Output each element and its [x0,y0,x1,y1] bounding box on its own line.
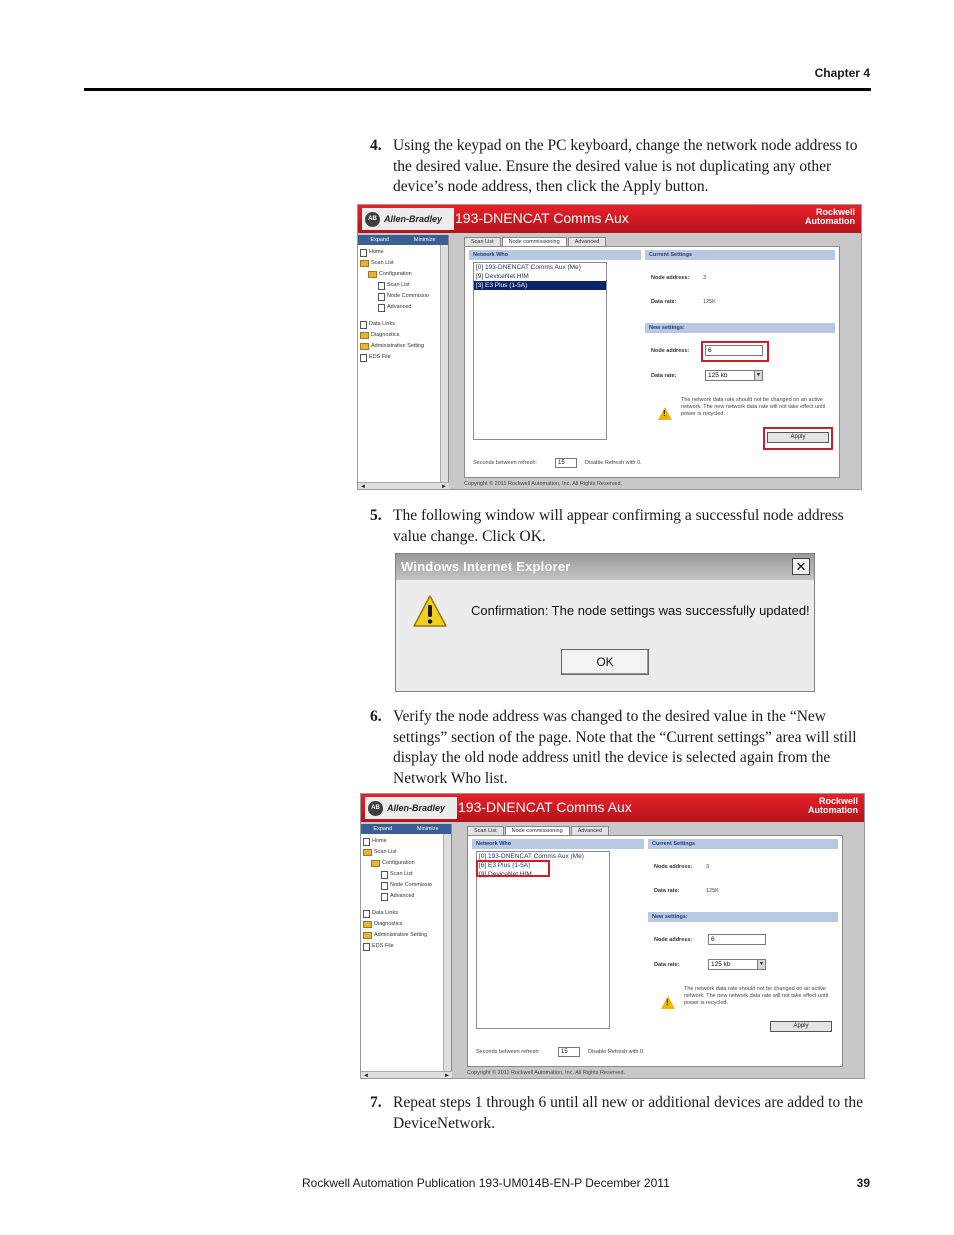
tree-item-diagnostics[interactable] [360,330,448,341]
new-node-address-label: Node address: [651,348,690,354]
tree-label: Scan List [390,871,413,877]
tab-advanced[interactable]: Advanced [568,237,606,246]
expand-link[interactable]: Expand [370,237,390,243]
node-commissioning-panel [467,835,843,1067]
logo-text: Allen-Bradley [384,214,443,224]
tree-label: Node Commissio [387,293,429,299]
folder-icon [368,271,377,278]
step-7 [370,1093,870,1134]
app-banner [358,205,861,233]
tree-item-eds-file[interactable] [363,941,451,952]
rockwell-logo [805,208,855,226]
data-rate-select[interactable] [708,959,766,970]
network-who-header: Network Who [472,839,644,849]
nav-pane [358,235,449,482]
tree-label: Advanced [390,893,415,899]
scroll-right-icon[interactable]: ► [441,484,447,490]
page-icon [378,304,385,312]
warning-icon-mark: ! [666,998,669,1007]
chapter-label: Chapter 4 [814,66,870,80]
brand-line-2: Automation [808,805,858,815]
ab-logo-icon: AB [365,212,380,227]
step-6 [370,707,870,789]
step-number: 5. [370,507,382,524]
allen-bradley-logo [362,208,454,230]
new-node-address-label: Node address: [654,937,693,943]
folder-icon [360,260,369,267]
screenshot-node-commissioning-before [357,204,862,490]
tree-label: Data Links [369,321,395,327]
network-who-list[interactable] [473,262,607,440]
minimize-link[interactable]: Minimize [416,826,439,832]
tree-item-scan-list[interactable] [363,847,451,858]
refresh-note: Disable Refresh with 0. [588,1049,645,1055]
warning-icon [412,594,448,628]
current-settings-header: Current Settings [645,250,835,260]
logo-text: Allen-Bradley [387,803,446,813]
refresh-seconds-input[interactable]: 15 [555,458,577,468]
page-icon [360,354,367,362]
tree-item-node-commissioning[interactable] [363,880,451,891]
ok-button[interactable]: OK [561,649,649,675]
page-icon [381,882,388,890]
list-item[interactable]: [6] E3 Plus (1-5A) [479,862,531,869]
tree-item-home[interactable] [363,836,451,847]
step-text: The following window will appear confirming a successful node address value change. Click OK. [393,507,844,545]
tree-item-data-links[interactable] [363,908,451,919]
updated-device-highlight [476,860,550,877]
page-icon [381,871,388,879]
nav-horizontal-scrollbar[interactable] [361,1071,452,1079]
step-4 [370,136,870,198]
expand-link[interactable]: Expand [373,826,393,832]
list-item[interactable]: [0] 193-DNENCAT Comms Aux (Me) [476,264,581,271]
tree-item-diagnostics[interactable] [363,919,451,930]
tree-item-home[interactable] [360,247,448,258]
tree-item-node-commissioning[interactable] [360,291,448,302]
chevron-down-icon[interactable]: ▼ [754,371,762,380]
page-icon [360,249,367,257]
tree-item-admin-settings[interactable] [363,930,451,941]
nav-pane-header [361,824,451,834]
step-number: 7. [370,1094,382,1111]
step-number: 6. [370,708,382,725]
folder-icon [360,343,369,350]
tree-item-advanced[interactable] [360,302,448,313]
refresh-seconds-input[interactable]: 15 [558,1047,580,1057]
nav-horizontal-scrollbar[interactable] [358,482,449,490]
data-rate-selected-value: 125 kb [711,961,731,968]
content-pane [461,824,861,1071]
nav-pane [361,824,452,1071]
page-number: 39 [856,1176,870,1190]
tree-item-advanced[interactable] [363,891,451,902]
brand-line-1: Rockwell [818,796,858,806]
tree-label: Home [369,249,384,255]
tree-label: Scan List [387,282,410,288]
page-icon [381,893,388,901]
tree-label: Node Commissio [390,882,432,888]
scroll-right-icon[interactable]: ► [444,1073,450,1079]
current-settings-header: Current Settings [648,839,838,849]
tree-label: Administrative Setting [371,343,425,349]
tree-item-cfg-scan-list[interactable] [360,280,448,291]
node-address-input[interactable]: 6 [708,934,766,945]
data-rate-selected-value: 125 kb [708,372,728,379]
tab-bar [467,826,610,835]
tree-label: Configuration [379,271,412,277]
allen-bradley-logo [365,797,457,819]
tree-item-eds-file[interactable] [360,352,448,363]
folder-icon [360,332,369,339]
tree-label: EDS File [369,354,391,360]
apply-button[interactable]: Apply [770,1021,832,1032]
list-item[interactable]: [9] DeviceNet HIM [479,871,532,878]
copyright-text: Copyright © 2011 Rockwell Automation, Inc. All Rights Reserved. [464,481,623,487]
folder-icon [363,849,372,856]
content-pane [458,235,858,482]
data-rate-select[interactable] [705,370,763,381]
nav-vertical-scrollbar[interactable] [440,245,448,482]
warning-icon-mark: ! [663,409,666,418]
dialog-title-bar [396,554,814,580]
folder-icon [363,932,372,939]
page-icon [363,838,370,846]
tree-item-configuration[interactable] [360,269,448,280]
screenshot-node-commissioning-after [360,793,865,1079]
tab-scan-list[interactable]: Scan List [464,237,501,246]
folder-icon [371,860,380,867]
page-icon [378,293,385,301]
tree-label: Configuration [382,860,415,866]
tab-node-commissioning[interactable]: Node commissioning [502,237,567,246]
tree-item-data-links[interactable] [360,319,448,330]
current-data-rate-value: 125K [706,888,719,894]
tree-item-cfg-scan-list[interactable] [363,869,451,880]
chevron-down-icon[interactable]: ▼ [757,960,765,969]
scroll-left-icon[interactable]: ◄ [360,484,366,490]
tree-label: Diagnostics [371,332,400,338]
tree-label: Administrative Setting [374,932,428,938]
tree-label: Data Links [372,910,398,916]
step-text: Verify the node address was changed to the desired value in the “New settings” section of the page. Note that the “Current settings” area will still display the old node address unitl the device is selected again from the Network Who list. [393,708,857,787]
refresh-label: Seconds between refresh: [473,460,537,466]
nav-tree [358,245,448,363]
apply-button[interactable]: Apply [767,432,829,443]
app-title: 193-DNENCAT Comms Aux [458,799,632,815]
nav-pane-header [358,235,448,245]
tree-label: Advanced [387,304,412,310]
app-title: 193-DNENCAT Comms Aux [455,210,629,226]
node-commissioning-panel [464,246,840,478]
current-node-address-label: Node address: [654,864,693,870]
app-banner [361,794,864,822]
list-item[interactable]: [0] 193-DNENCAT Comms Aux (Me) [479,853,584,860]
confirmation-dialog [395,553,815,692]
new-settings-header: New settings: [645,323,835,333]
apply-button-highlight [763,427,833,450]
current-data-rate-label: Data rate: [654,888,680,894]
tree-label: EDS File [372,943,394,949]
copyright-text: Copyright © 2011 Rockwell Automation, Inc. All Rights Reserved. [467,1070,626,1076]
tree-label: Scan List [374,849,397,855]
network-who-header: Network Who [469,250,641,260]
nav-tree [361,834,451,952]
brand-line-1: Rockwell [815,207,855,217]
tab-node-commissioning[interactable]: Node commissioning [505,826,570,835]
new-data-rate-label: Data rate: [651,373,677,379]
step-text: Using the keypad on the PC keyboard, change the network node address to the desired value. Ensure the desired value is not duplicating any other device’s node address, then click the Apply button. [393,137,858,195]
brand-line-2: Automation [805,216,855,226]
list-item[interactable]: [9] DeviceNet HIM [476,273,529,280]
tree-label: Home [372,838,387,844]
tree-item-scan-list[interactable] [360,258,448,269]
new-settings-header: New settings: [648,912,838,922]
dialog-title: Windows Internet Explorer [401,559,571,574]
node-address-input[interactable]: 6 [705,345,763,356]
data-rate-warning-note: The network data rate should not be changed on an active network. The new network data rate will not take effect until power is recycled. [684,986,829,1006]
tree-label: Scan List [371,260,394,266]
current-data-rate-value: 125K [703,299,716,305]
page-icon [363,943,370,951]
new-data-rate-label: Data rate: [654,962,680,968]
tree-label: Diagnostics [374,921,403,927]
list-item-selected[interactable]: [3] E3 Plus (1-5A) [474,281,606,290]
step-5 [370,506,870,547]
node-address-highlight [701,341,769,362]
page-icon [360,321,367,329]
tab-bar [464,237,607,246]
tab-advanced[interactable]: Advanced [571,826,609,835]
step-text: Repeat steps 1 through 6 until all new or additional devices are added to the DeviceNetwork. [393,1094,864,1132]
step-number: 4. [370,137,382,154]
close-icon[interactable]: ✕ [792,558,810,575]
current-node-address-label: Node address: [651,275,690,281]
scroll-left-icon[interactable]: ◄ [363,1073,369,1079]
minimize-link[interactable]: Minimize [413,237,436,243]
tree-item-configuration[interactable] [363,858,451,869]
data-rate-warning-note: The network data rate should not be changed on an active network. The new network data rate will not take effect until power is recycled. [681,397,826,417]
page-icon [363,910,370,918]
page-icon [378,282,385,290]
header-rule [84,88,871,91]
dialog-message: Confirmation: The node settings was successfully updated! [471,603,810,618]
publication-footer: Rockwell Automation Publication 193-UM014B-EN-P December 2011 [302,1176,670,1190]
tab-scan-list[interactable]: Scan List [467,826,504,835]
folder-icon [363,921,372,928]
rockwell-logo [808,797,858,815]
current-node-address-value: 3 [703,275,707,281]
refresh-label: Seconds between refresh: [476,1049,540,1055]
current-data-rate-label: Data rate: [651,299,677,305]
tree-item-admin-settings[interactable] [360,341,448,352]
ab-logo-icon: AB [368,801,383,816]
refresh-note: Disable Refresh with 0. [585,460,642,466]
nav-vertical-scrollbar[interactable] [443,834,451,1071]
current-node-address-value: 3 [706,864,710,870]
network-who-list[interactable] [476,851,610,1029]
